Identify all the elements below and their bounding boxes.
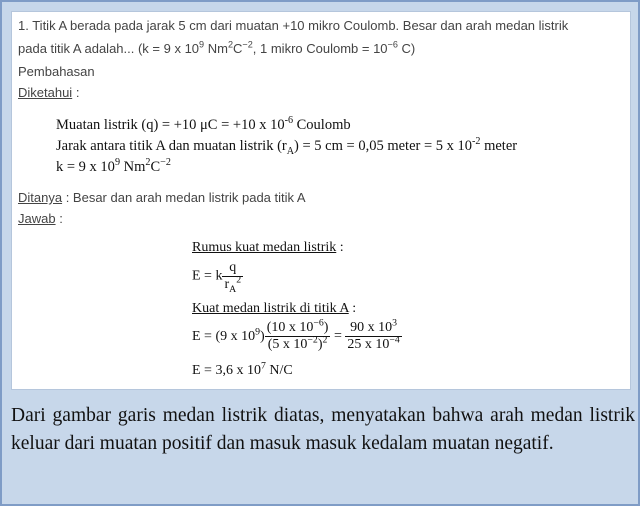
- g2-sup: -2: [472, 136, 481, 148]
- jawab-colon: :: [55, 211, 63, 226]
- calc-lhs-sup: 9: [255, 325, 261, 337]
- calc-den2-text: 25 x 10: [347, 337, 390, 352]
- formula-fraction: [222, 260, 243, 293]
- calc-row: [192, 317, 402, 353]
- q2-sup1: 9: [199, 39, 205, 50]
- given-line-2: [56, 138, 517, 155]
- formula-den-sup: 2: [236, 274, 242, 286]
- diketahui-colon: :: [72, 85, 80, 100]
- calc-den1-sup: −2: [307, 334, 318, 346]
- q2-b: Nm: [204, 41, 228, 56]
- question-text-1: 1. Titik A berada pada jarak 5 cm dari muatan +10 mikro Coulomb. Besar dan arah medan listrik: [18, 18, 569, 33]
- calc-num-1: [265, 317, 331, 337]
- q2-sup4: −6: [387, 39, 398, 50]
- question-line-2: [18, 41, 415, 56]
- calc-den-1: [265, 334, 331, 353]
- g1-text: Muatan listrik (q) = +10 μC = +10 x 10: [56, 117, 285, 133]
- rumus-colon: :: [336, 240, 344, 255]
- given-line-3: [56, 159, 171, 176]
- formula-numerator: q: [222, 260, 243, 277]
- jawab-label: Jawab: [18, 211, 56, 226]
- calc-den1-end: ): [317, 337, 323, 352]
- g2-a: Jarak antara titik A dan muatan listrik (r: [56, 138, 287, 154]
- q2-d: , 1 mikro Coulomb = 10: [252, 41, 388, 56]
- calc-den-2: [345, 334, 401, 353]
- g3-sup3: −2: [160, 157, 171, 169]
- ditanya-text: : Besar dan arah medan listrik pada titik A: [62, 190, 306, 205]
- solution-panel: [11, 11, 631, 390]
- calc-fraction-2: [345, 317, 401, 353]
- diketahui-label: Diketahui: [18, 85, 73, 100]
- result-sup: 7: [260, 360, 266, 372]
- calc-num1-sup: −6: [313, 317, 324, 329]
- formula-den-r: r: [224, 277, 230, 292]
- g2-end: meter: [480, 138, 518, 154]
- q2-e: C): [397, 41, 416, 56]
- calc-lhs: [192, 325, 265, 344]
- g1-sup: -6: [284, 115, 294, 127]
- given-line-1: [56, 117, 351, 134]
- result-unit: N/C: [265, 363, 293, 378]
- calc-num1-end: ): [323, 320, 329, 335]
- kuat-heading-row: [192, 301, 356, 317]
- calc-fraction-1: [265, 317, 331, 353]
- pembahasan-label: Pembahasan: [18, 64, 95, 79]
- calc-den1-text: (5 x 10: [267, 337, 308, 352]
- conclusion-text: Dari gambar garis medan listrik diatas, menyatakan bahwa arah medan listrik keluar dari muatan positif dan masuk masuk kedalam muatan negatif.: [11, 405, 635, 454]
- formula-den-sub: A: [229, 283, 237, 295]
- g3-a: k = 9 x 10: [56, 159, 115, 175]
- calc-den2-sup: −4: [389, 334, 400, 346]
- formula-denominator: [222, 274, 243, 295]
- calc-num1-text: (10 x 10: [266, 320, 314, 335]
- g3-c: C: [150, 159, 161, 175]
- ditanya-row: [18, 190, 306, 205]
- q2-sup2: 2: [227, 39, 234, 50]
- g2-sub: A: [286, 145, 295, 157]
- calc-lhs-text: E = (9 x 10: [192, 328, 256, 344]
- formula-lhs: E = k: [192, 268, 223, 284]
- calc-num2-text: 90 x 10: [350, 320, 393, 335]
- rumus-heading: Rumus kuat medan listrik: [192, 240, 337, 255]
- g2-b: ) = 5 cm = 0,05 meter = 5 x 10: [294, 138, 473, 154]
- g3-b: Nm: [120, 159, 146, 175]
- q2-a: pada titik A adalah... (k = 9 x 10: [18, 41, 200, 56]
- ditanya-label: Ditanya: [18, 190, 63, 205]
- calc-lhs-end: ): [260, 328, 265, 344]
- rumus-heading-row: [192, 240, 344, 256]
- q2-sup3: −2: [242, 39, 253, 50]
- result-text: E = 3,6 x 10: [192, 363, 261, 378]
- q2-c: C: [233, 41, 243, 56]
- g3-sup1: 9: [114, 157, 120, 169]
- question-line-1: [18, 18, 568, 33]
- diketahui-row: [18, 85, 79, 100]
- calc-equals: =: [330, 328, 346, 344]
- formula-row: [192, 260, 243, 293]
- kuat-colon: :: [348, 301, 357, 316]
- kuat-heading: Kuat medan listrik di titik A: [192, 301, 349, 316]
- result-row: [192, 360, 293, 379]
- g3-sup2: 2: [145, 157, 151, 169]
- calc-den1-pow: 2: [322, 334, 328, 346]
- jawab-row: [18, 211, 63, 226]
- g1-end: Coulomb: [293, 117, 351, 133]
- calc-num2-sup: 3: [392, 317, 398, 329]
